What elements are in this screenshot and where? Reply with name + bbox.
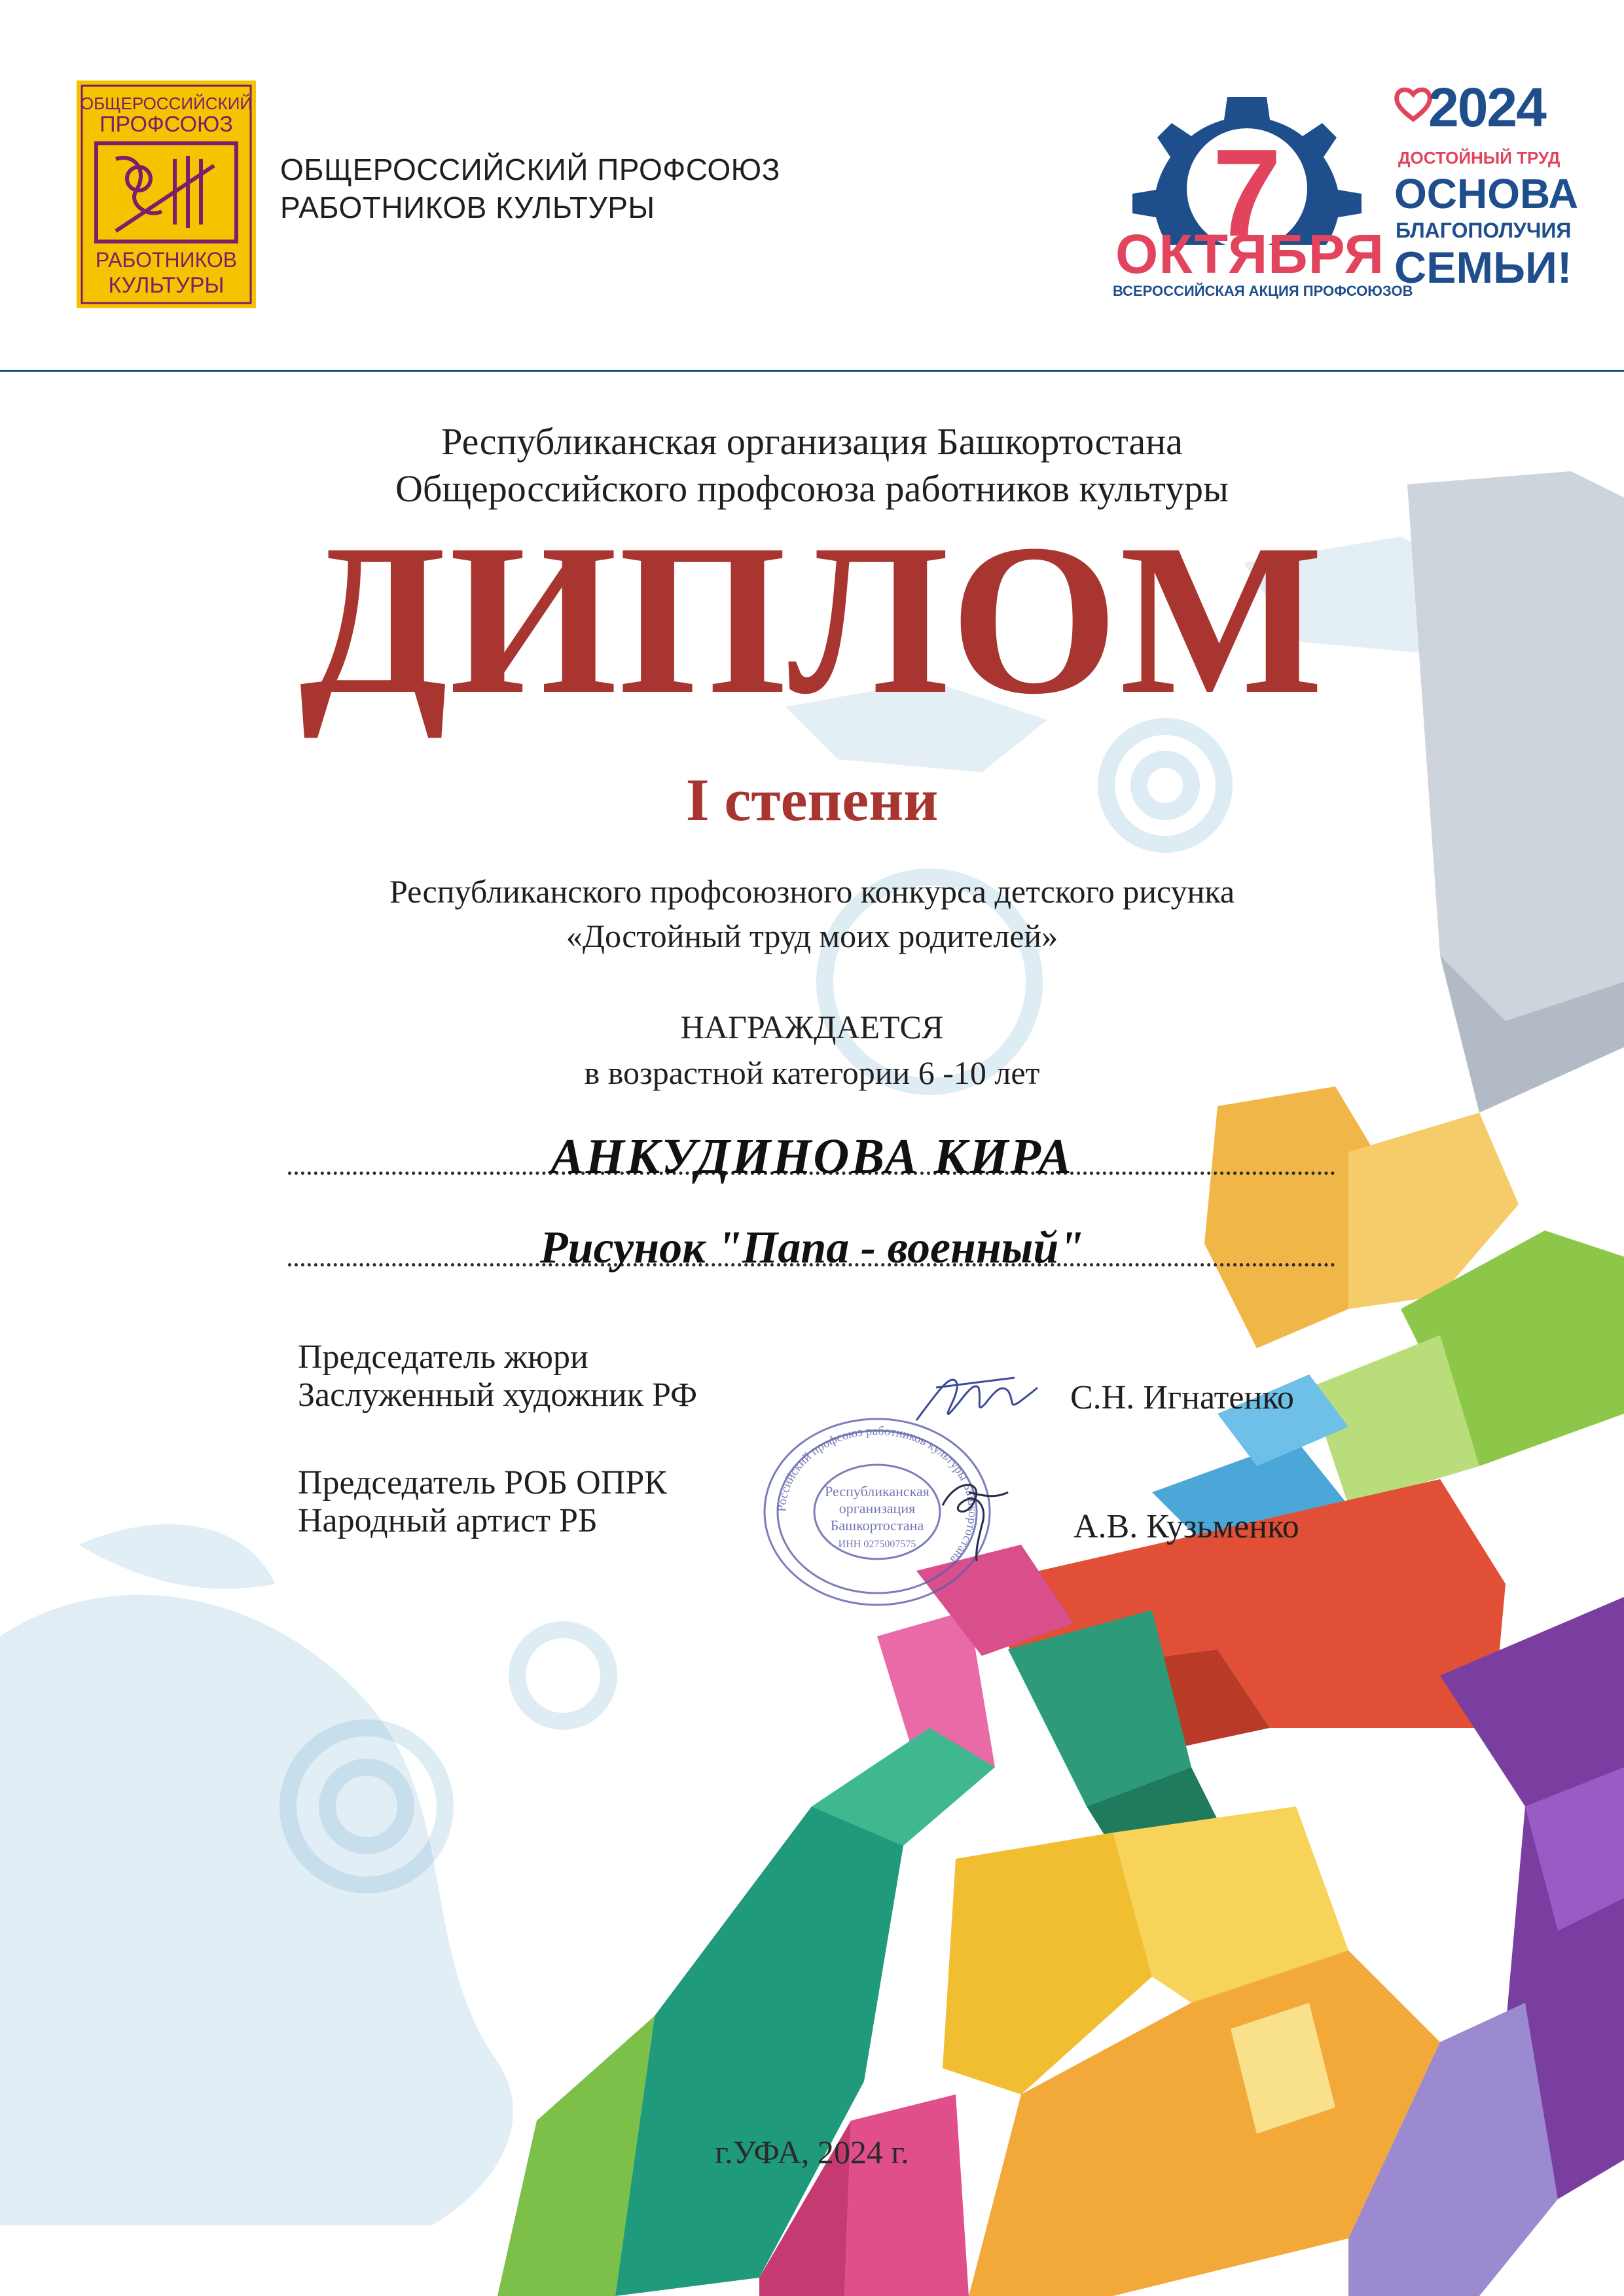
action-day: 7: [1212, 124, 1282, 262]
svg-text:ПРОФСОЮЗ: ПРОФСОЮЗ: [99, 112, 233, 137]
work-title: Рисунок "Папа - военный": [539, 1223, 1085, 1273]
age-category: в возрастной категории 6 -10 лет: [584, 1054, 1040, 1091]
action-logo: [1113, 84, 1413, 306]
chair-title: Народный артист РБ: [298, 1502, 598, 1539]
motto-logo: [1394, 77, 1579, 313]
place-date: г.УФА, 2024 г.: [715, 2134, 909, 2170]
contest-line: Республиканского профсоюзного конкурса детского рисунка: [389, 873, 1235, 910]
chair-name: А.В. Кузьменко: [1074, 1508, 1299, 1545]
svg-text:ОБЩЕРОССИЙСКИЙ: ОБЩЕРОССИЙСКИЙ: [80, 94, 253, 113]
union-name: [280, 151, 780, 226]
stamp-outer-text: Российский профсоюз работников культуры Башкортостана: [774, 1424, 980, 1566]
awarded-label: НАГРАЖДАЕТСЯ: [680, 1009, 944, 1045]
motto-year: 2024: [1428, 77, 1545, 138]
action-caption: ВСЕРОССИЙСКАЯ АКЦИЯ ПРОФСОЮЗОВ: [1113, 283, 1413, 299]
chair-role: Председатель РОБ ОПРК: [298, 1464, 667, 1501]
union-name-line: РАБОТНИКОВ КУЛЬТУРЫ: [280, 190, 655, 224]
jury-name: С.Н. Игнатенко: [1070, 1379, 1294, 1416]
winner-name: АНКУДИНОВА КИРА: [550, 1129, 1074, 1184]
chair-signature: [929, 1466, 1015, 1564]
action-month: ОКТЯБРЯ: [1115, 223, 1384, 285]
union-name-line: ОБЩЕРОССИЙСКИЙ ПРОФСОЮЗ: [280, 152, 780, 187]
jury-role: Председатель жюри: [298, 1338, 588, 1376]
motto-line: БЛАГОПОЛУЧИЯ: [1396, 219, 1572, 242]
motto-line: ДОСТОЙНЫЙ ТРУД: [1398, 148, 1561, 168]
organization-line: Республиканская организация Башкортостана: [441, 420, 1183, 463]
motto-line: ОСНОВА: [1394, 170, 1579, 217]
stamp-center-line: Башкортостана: [830, 1517, 924, 1534]
union-logo-icon: [77, 81, 256, 308]
diploma-title: ДИПЛОМ: [299, 500, 1325, 739]
jury-title: Заслуженный художник РФ: [298, 1376, 698, 1414]
jury-signature: [910, 1355, 1041, 1433]
stamp-center-line: Республиканская: [825, 1483, 929, 1499]
svg-text:РАБОТНИКОВ: РАБОТНИКОВ: [95, 248, 238, 272]
stamp-inn: ИНН 0275007575: [838, 1539, 916, 1550]
motto-line: СЕМЬИ!: [1394, 243, 1572, 293]
diploma-degree: I степени: [685, 766, 939, 833]
svg-text:КУЛЬТУРЫ: КУЛЬТУРЫ: [108, 273, 225, 298]
contest-line: «Достойный труд моих родителей»: [566, 918, 1058, 954]
heart-icon: [1394, 85, 1432, 123]
organization-line: Общероссийского профсоюза работников культуры: [395, 467, 1229, 510]
header-divider: [0, 370, 1624, 372]
stamp-center-line: организация: [839, 1500, 916, 1516]
